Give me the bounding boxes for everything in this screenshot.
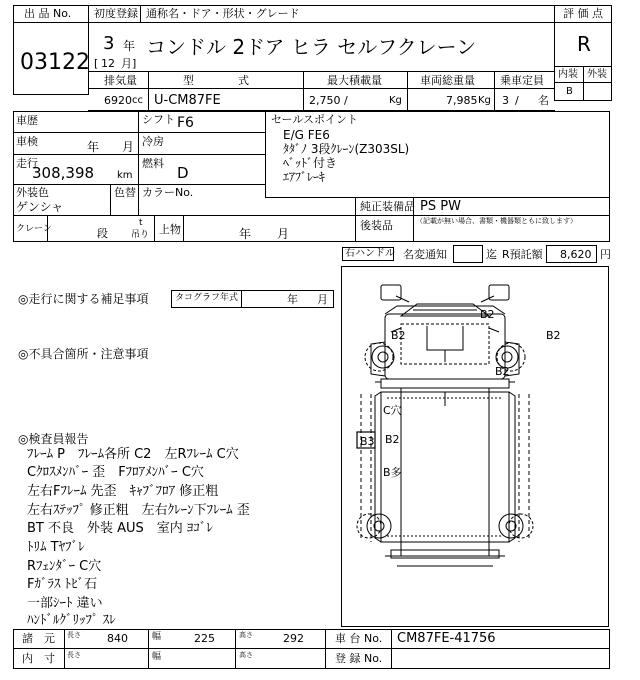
gross-weight-unit: Kg [478, 95, 491, 106]
max-load-sep: / [344, 94, 348, 107]
interior-label: 内装 [558, 69, 578, 80]
capacity-label: 乗車定員 [500, 74, 544, 87]
mileage-value: 308,398 [32, 164, 95, 182]
shift-label: シフト [142, 113, 175, 126]
inspector-line: 左右ｽﾃｯﾌﾟ 修正粗 左右ｸﾚｰﾝ下ﾌﾚｰﾑ 歪 [27, 503, 250, 518]
height-label: 高さ [239, 631, 253, 639]
aftermarket-note: （記載が無い場合、書類・機器類ともに致します） [416, 217, 577, 225]
recycle-amount: 8,620 [560, 248, 592, 261]
capacity-value: 3 [502, 94, 509, 107]
lift-year-unit: 年 [239, 227, 252, 241]
damage-mark-bed-c-hole: C穴 [383, 404, 402, 417]
truck-diagram [341, 266, 609, 627]
vehicle-name: コンドル 2ドア ヒラ セルフクレーン [146, 35, 477, 59]
gross-weight-label: 車両総重量 [420, 74, 475, 87]
height-value: 292 [283, 632, 304, 645]
mileage-label: 走行 [16, 157, 38, 170]
aftermarket-label: 後装品 [360, 219, 393, 232]
sales-point-line: ｴｱﾌﾞﾚｰｷ [283, 170, 326, 184]
first-reg-year: 3 [103, 33, 115, 54]
registration-label: 登 録 No. [335, 652, 383, 665]
displacement-label: 排気量 [104, 74, 137, 87]
inspection-label: 車検 [16, 135, 38, 148]
damage-mark-cab-rear: B2 [495, 365, 510, 378]
grade-label: 評 価 点 [563, 7, 603, 20]
chassis-label: 車 台 No. [335, 632, 383, 645]
recycle-label: R預託額 [502, 248, 543, 261]
displacement-value: 6920 [104, 94, 132, 107]
inspector-line: ﾊﾝﾄﾞﾙｸﾞﾘｯﾌﾟ ｽﾚ [27, 613, 116, 628]
first-reg-year-unit: 年 [123, 39, 136, 53]
sales-point-line: ﾀﾀﾞﾉ 3段ｸﾚｰﾝ(Z303SL) [283, 142, 410, 156]
steering-side: 右ハンドル [345, 248, 395, 259]
color-number-label: カラーNo. [142, 186, 194, 199]
interior-dims-label: 内 寸 [22, 652, 55, 665]
crane-stage-unit: 段 [97, 227, 108, 240]
inspector-line: 一部ｼｰﾄ 違い [27, 596, 103, 611]
model-value: U-CM87FE [154, 93, 221, 108]
footer-table [13, 629, 610, 669]
inspector-line: Cｸﾛｽﾒﾝﾊﾞｰ 歪 Fﾌﾛｱﾒﾝﾊﾞｰ C穴 [27, 465, 204, 480]
damage-mark-cab-left: B2 [391, 329, 406, 342]
inner-height-label: 高さ [239, 651, 253, 659]
inspector-line: ﾌﾚｰﾑ P ﾌﾚｰﾑ各所 C2 左Rﾌﾚｰﾑ C穴 [27, 447, 239, 462]
inspector-line: Fｶﾞﾗｽ ﾄﾋﾞ石 [27, 577, 98, 592]
gross-weight-value: 7,985 [446, 94, 478, 107]
dims-label: 諸 元 [22, 632, 55, 645]
inspector-line: Rﾌｪﾝﾀﾞｰ C穴 [27, 559, 102, 574]
damage-mark-bed-b2: B2 [385, 433, 400, 446]
damage-mark-boxed: B3 [360, 435, 375, 448]
exterior-color-label: 外装色 [16, 186, 49, 199]
tachograph-month-unit: 月 [317, 293, 328, 306]
inspector-line: ﾄﾘﾑ Tﾔﾌﾞﾚ [27, 540, 85, 555]
damage-mark-bed-b-many: B多 [383, 466, 402, 479]
displacement-unit: cc [132, 95, 143, 106]
name-change-label: 名変通知 [403, 248, 447, 261]
defects-title: ◎不具合箇所・注意事項 [18, 347, 149, 361]
width-value: 225 [194, 632, 215, 645]
inspection-month-unit: 月 [122, 140, 135, 154]
exterior-label: 外装 [587, 69, 607, 80]
width-label: 幅 [152, 632, 162, 642]
sales-points-label: セールスポイント [271, 113, 359, 126]
inner-length-label: 長さ [67, 651, 81, 659]
lot-label: 出 品 No. [24, 7, 72, 20]
history-label: 車歴 [16, 114, 38, 127]
max-load-value: 2,750 [309, 94, 341, 107]
tachograph-year-unit: 年 [287, 293, 298, 306]
lift-label: 上物 [159, 223, 181, 236]
lot-number: 03122 [20, 50, 90, 75]
mileage-unit: km [117, 170, 133, 181]
supplement-title: ◎走行に関する補足事項 [18, 292, 149, 306]
capacity-sep: / [515, 94, 519, 107]
length-label: 長さ [67, 631, 81, 639]
deadline-label: 迄 [486, 248, 497, 261]
vehicle-name-label: 通称名・ドア・形状・グレード [146, 7, 300, 20]
chassis-number: CM87FE-41756 [397, 631, 496, 646]
max-load-unit: Kg [389, 95, 402, 106]
lift-month-unit: 月 [277, 227, 290, 241]
inspector-title: ◎検査員報告 [18, 432, 89, 446]
first-reg-month-prefix: [ [94, 57, 99, 70]
standard-equipment-value: PS PW [420, 199, 461, 214]
capacity-unit: 名 [538, 94, 549, 107]
first-registration-label: 初度登録 [94, 7, 138, 20]
first-reg-month: 12 [101, 57, 115, 70]
max-load-label: 最大積載量 [327, 74, 382, 87]
crane-hook-unit: 吊り [131, 230, 150, 240]
inspector-line: BT 不良 外装 AUS 室内 ﾖｺﾞﾚ [27, 521, 213, 536]
recycle-unit: 円 [600, 248, 611, 261]
fuel-label: 燃料 [142, 157, 164, 170]
crane-ton-unit: t [139, 218, 143, 228]
first-reg-month-unit: 月] [121, 57, 137, 70]
standard-equipment-label: 純正装備品 [360, 200, 415, 213]
damage-mark-cab-front: B2 [480, 308, 495, 321]
inspector-line: 左右Fﾌﾚｰﾑ 先歪 ｷｬﾌﾞﾌﾛｱ 修正粗 [27, 484, 219, 499]
shift-value: F6 [177, 115, 194, 131]
sales-point-line: E/G FE6 [283, 128, 330, 142]
crane-label: クレーン [16, 224, 52, 234]
ac-label: 冷房 [142, 135, 164, 148]
interior-score: B [566, 86, 573, 97]
fuel-value: D [177, 164, 189, 182]
sales-point-line: ﾍﾞｯﾄﾞ付き [283, 156, 338, 170]
length-value: 840 [107, 632, 128, 645]
name-change-date-box [453, 245, 483, 263]
inspection-year-unit: 年 [87, 140, 100, 154]
color-change-label: 色替 [114, 186, 136, 199]
model-label: 型 式 [183, 74, 249, 87]
tachograph-label: タコグラフ年式 [175, 293, 239, 303]
overall-grade: R [577, 32, 591, 56]
exterior-color-value: ゲンシャ [16, 200, 64, 214]
damage-mark-cab-right: B2 [546, 329, 561, 342]
inner-width-label: 幅 [152, 652, 162, 662]
